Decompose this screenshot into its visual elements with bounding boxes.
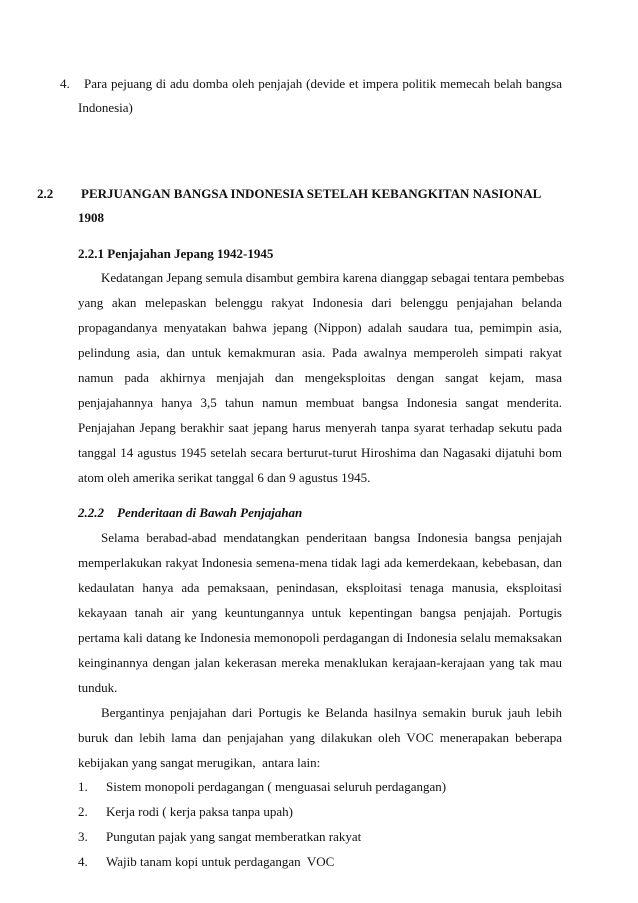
list-number: 1. [78,779,88,794]
paragraph-line: Penjajahan Jepang berakhir saat jepang harus menyerah tanpa syarat terhadap sekutu pada [78,420,562,435]
section-title-line2: 1908 [78,210,104,225]
paragraph-line: kebijakan yang sangat merugikan, antara lain: [78,755,321,770]
list-number: 3. [78,829,88,844]
list-item: Kerja rodi ( kerja paksa tanpa upah) [106,804,293,819]
paragraph-line: yang akan melepaskan belenggu rakyat Indonesia dari belenggu penjajahan belanda [78,295,562,310]
paragraph-line: penjajahannya hanya 3,5 tahun namun membuat bangsa Indonesia sangat menderita. [78,395,562,410]
item4-text-line2: Indonesia) [78,100,133,115]
paragraph-line: kedaulatan hanya ada pemaksaan, penindasan, eksploitasi tenaga manusia, eksploitasi [78,580,562,595]
paragraph-line: buruk dan lebih lama dan penjajahan yang dilakukan oleh VOC menerapakan beberapa [78,730,562,745]
subsection-heading-2-2-1: 2.2.1 Penjajahan Jepang 1942-1945 [78,246,274,261]
paragraph-line: Selama berabad-abad mendatangkan penderitaan bangsa Indonesia bangsa penjajah [101,530,562,545]
paragraph-line: pertama kali datang ke Indonesia memonopoli perdagangan di Indonesia selalu memaksakan [78,630,562,645]
list-item: Sistem monopoli perdagangan ( menguasai seluruh perdagangan) [106,779,447,794]
paragraph-line: keinginannya dengan jalan kekerasan mereka menaklukan kerajaan-kerajaan yang tak mau [78,655,562,670]
paragraph-line: tunduk. [78,680,118,695]
paragraph-line: kekayaan tanah air yang keuntungannya untuk kepentingan bangsa penjajah. Portugis [78,605,562,620]
list-item: Pungutan pajak yang sangat memberatkan rakyat [106,829,362,844]
paragraph-line: propagandanya menyatakan bahwa jepang (Nippon) adalah saudara tua, pemimpin asia, [78,320,562,335]
paragraph-line: memperlakukan rakyat Indonesia semena-mena tidak lagi ada kemerdekaan, kebebasan, dan [78,555,562,570]
paragraph-line: tanggal 14 agustus 1945 setelah secara berturut-turut Hiroshima dan Nagasaki dijatuhi bom [78,445,562,460]
subsection-heading-2-2-2: 2.2.2 Penderitaan di Bawah Penjajahan [78,505,303,520]
paragraph-line: atom oleh amerika serikat tanggal 6 dan 9 agustus 1945. [78,470,371,485]
section-number: 2.2 [37,186,54,201]
list-number-4: 4. [60,76,70,91]
list-number: 4. [78,854,88,869]
paragraph-line: namun pada akhirnya menjajah dan mengeksploitas dengan sangat kejam, masa [78,370,562,385]
section-title-line1: PERJUANGAN BANGSA INDONESIA SETELAH KEBANGKITAN NASIONAL [81,186,542,201]
list-item: Wajib tanam kopi untuk perdagangan VOC [106,854,335,869]
paragraph-line: pelindung asia, dan untuk kemakmuran asia. Pada awalnya memperoleh simpati rakyat [78,345,562,360]
item4-text-line1: Para pejuang di adu domba oleh penjajah (devide et impera politik memecah belah bangsa [84,76,562,91]
paragraph-line: Bergantinya penjajahan dari Portugis ke Belanda hasilnya semakin buruk jauh lebih [101,705,562,720]
paragraph-line: Kedatangan Jepang semula disambut gembira karena dianggap sebagai tentara pembebas [101,270,565,285]
list-number: 2. [78,804,88,819]
